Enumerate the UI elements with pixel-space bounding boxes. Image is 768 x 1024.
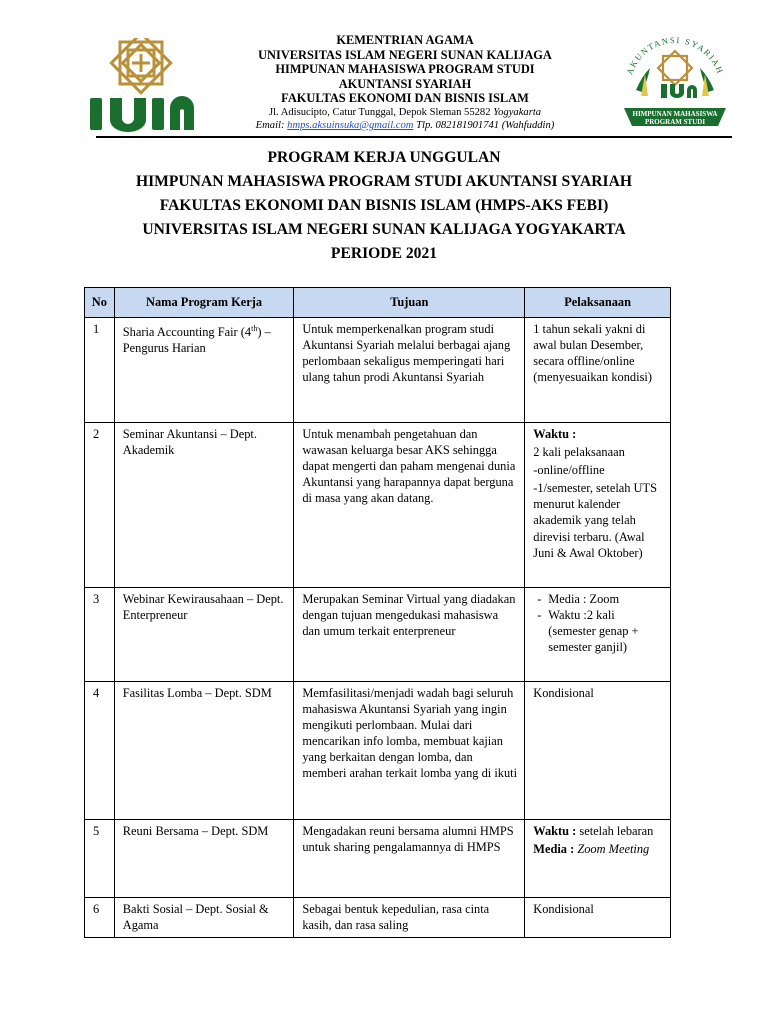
letterhead-divider — [96, 136, 732, 138]
svg-text:UIN: UIN — [140, 135, 142, 136]
title-line: FAKULTAS EKONOMI DAN BISNIS ISLAM (HMPS-AKS FEBI) — [159, 197, 609, 214]
cell-pelaksanaan: Waktu : setelah lebaran Media : Zoom Meeting — [525, 820, 671, 898]
contact-line: Email: hmps.aksuinsuka@gmail.com Tlp. 082181901741 (Wahfuddin) — [255, 119, 555, 131]
list-item: - Waktu :2 kali (semester genap + semester ganjil) — [533, 607, 664, 655]
ministry-name: KEMENTRIAN AGAMA — [336, 33, 474, 47]
header-no: No — [85, 288, 115, 318]
faculty-name: FAKULTAS EKONOMI DAN BISNIS ISLAM — [281, 91, 529, 106]
title-line: PERIODE 2021 — [330, 245, 438, 262]
table-row — [85, 588, 671, 682]
program-table — [84, 287, 671, 938]
list-item: - Media : Zoom — [533, 591, 664, 607]
program-name: AKUNTANSI SYARIAH — [338, 76, 472, 91]
title-line: PROGRAM KERJA UNGGULAN — [267, 149, 501, 166]
table-row — [85, 682, 671, 820]
cell-pelaksanaan: Kondisional — [525, 682, 671, 820]
cell-nama: Webinar Kewirausahaan – Dept. Enterpreneur — [114, 588, 294, 682]
cell-nama: Reuni Bersama – Dept. SDM — [114, 820, 294, 898]
svg-text:AKUNTANSI SYARIAH: AKUNTANSI SYARIAH — [624, 34, 726, 76]
hmps-logo — [614, 34, 736, 134]
cell-no: 4 — [85, 682, 115, 820]
email-link[interactable]: hmps.aksuinsuka@gmail.com — [287, 119, 414, 131]
cell-pelaksanaan: Waktu : 2 kali pelaksanaan -online/offline -1/semester, setelah UTS menurut kalender akademik yang telah direvisi terbaru. (Awal Juni & Awal Oktober) — [525, 423, 671, 588]
address-line: Jl. Adisucipto, Catur Tunggal, Depok Sleman 55282 Yogyakarta — [268, 106, 542, 118]
table-row — [85, 318, 671, 423]
uin-logo — [88, 38, 194, 136]
cell-nama: Bakti Sosial – Dept. Sosial & Agama — [114, 898, 294, 938]
cell-no: 3 — [85, 588, 115, 682]
title-line: UNIVERSITAS ISLAM NEGERI SUNAN KALIJAGA YOGYAKARTA — [142, 221, 626, 238]
cell-tujuan: Sebagai bentuk kepedulian, rasa cinta kasih, dan rasa saling — [294, 898, 525, 938]
table-header-row — [85, 288, 671, 318]
table-row — [85, 820, 671, 898]
header-nama: Nama Program Kerja — [114, 288, 294, 318]
table-row — [85, 423, 671, 588]
cell-tujuan: Mengadakan reuni bersama alumni HMPS untuk sharing pengalamannya di HMPS — [294, 820, 525, 898]
cell-tujuan: Untuk menambah pengetahuan dan wawasan keluarga besar AKS sehingga dapat mengerti dan paham mengenai dunia Akuntansi yang harapannya dapat berguna di masa yang akan datang. — [294, 423, 525, 588]
svg-text:HIMPUNAN MAHASISWA: HIMPUNAN MAHASISWA — [632, 110, 718, 118]
cell-tujuan: Merupakan Seminar Virtual yang diadakan dengan tujuan mengedukasi mahasiswa dan umum terkait enterpreneur — [294, 588, 525, 682]
cell-tujuan: Untuk memperkenalkan program studi Akuntansi Syariah melalui berbagai ajang perlombaan sekaligus memperingati hari ulang tahun prodi Akuntansi Syariah — [294, 318, 525, 423]
title-line: HIMPUNAN MAHASISWA PROGRAM STUDI AKUNTANSI SYARIAH — [135, 173, 633, 190]
svg-text:PROGRAM STUDI: PROGRAM STUDI — [644, 118, 706, 126]
cell-pelaksanaan: Kondisional — [525, 898, 671, 938]
university-name: UNIVERSITAS ISLAM NEGERI SUNAN KALIJAGA — [258, 47, 552, 62]
table-row — [85, 898, 671, 938]
document-title — [60, 146, 708, 266]
cell-no: 5 — [85, 820, 115, 898]
header-tujuan: Tujuan — [294, 288, 525, 318]
cell-pelaksanaan — [525, 588, 671, 682]
cell-tujuan: Memfasilitasi/menjadi wadah bagi seluruh mahasiswa Akuntansi Syariah yang ingin mengikuti perlombaan. Mulai dari mencarikan info lomba, membuat kajian yang berkaitan dengan lomba, dan memberi arahan terkait lomba yang di ikuti — [294, 682, 525, 820]
cell-nama: Sharia Accounting Fair (4th) – Pengurus Harian — [114, 318, 294, 423]
cell-nama: Fasilitas Lomba – Dept. SDM — [114, 682, 294, 820]
cell-no: 1 — [85, 318, 115, 423]
cell-no: 6 — [85, 898, 115, 938]
header-pelaksanaan: Pelaksanaan — [525, 288, 671, 318]
cell-pelaksanaan: 1 tahun sekali yakni di awal bulan Desember, secara offline/online (menyesuaikan kondisi) — [525, 318, 671, 423]
cell-no: 2 — [85, 423, 115, 588]
association-name: HIMPUNAN MAHASISWA PROGRAM STUDI — [275, 62, 535, 77]
letterhead — [200, 33, 610, 132]
cell-nama: Seminar Akuntansi – Dept. Akademik — [114, 423, 294, 588]
